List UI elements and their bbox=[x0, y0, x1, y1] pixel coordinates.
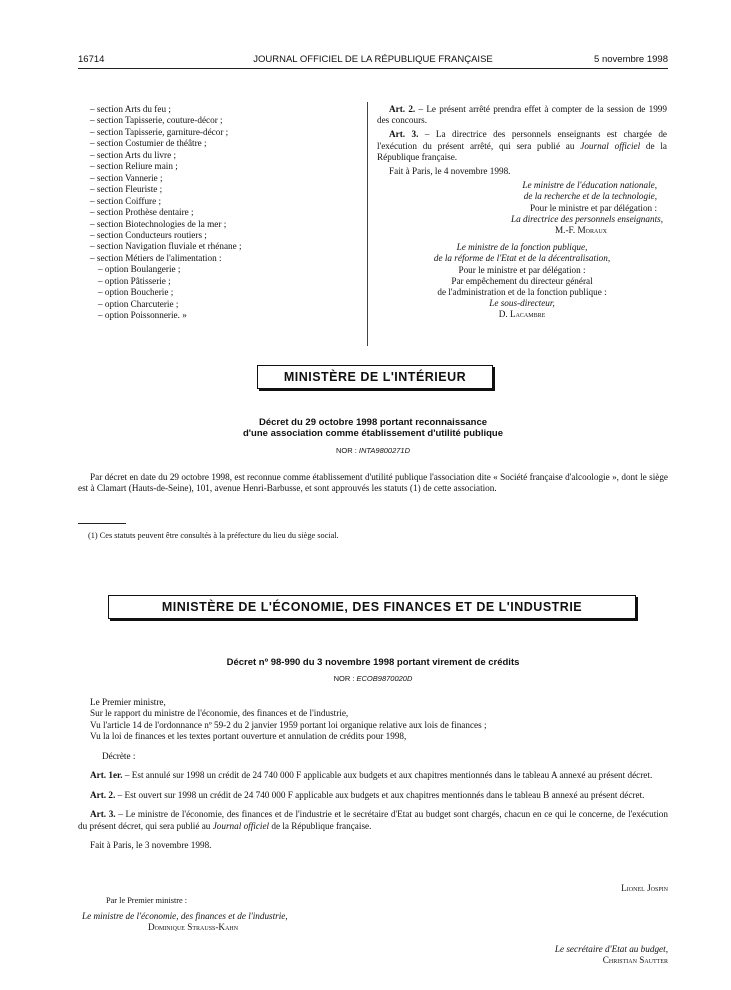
decrete: Décrète : bbox=[102, 750, 136, 761]
minister-title: de la réforme de l'Etat et de la décentralisation, bbox=[433, 253, 611, 264]
page-number: 16714 bbox=[78, 54, 105, 65]
directrice-title: La directrice des personnels enseignants, bbox=[511, 213, 663, 224]
delegation: Pour le ministre et par délégation : bbox=[458, 264, 586, 275]
decree-title: Décret nº 98-990 du 3 novembre 1998 portant virement de crédits bbox=[226, 657, 520, 668]
header-rule bbox=[78, 68, 668, 69]
decree-title: Décret du 29 octobre 1998 portant reconnaissance bbox=[258, 417, 488, 428]
delegation: Pour le ministre et par délégation : bbox=[529, 202, 657, 213]
list-item: – section Arts du feu ; bbox=[90, 104, 171, 114]
signature: D. Lacambre bbox=[498, 309, 546, 320]
list-item: – option Charcuterie ; bbox=[98, 298, 179, 309]
journal-title: JOURNAL OFFICIEL DE LA RÉPUBLIQUE FRANÇAISE bbox=[253, 54, 493, 65]
list-item: – section Vannerie ; bbox=[90, 172, 163, 183]
list-item: – option Pâtisserie ; bbox=[98, 275, 171, 286]
signature: M.-F. Moraux bbox=[555, 225, 607, 236]
signature-pm: Lionel Jospin bbox=[621, 883, 668, 893]
article-3: Art. 3. – La directrice des personnels enseignants est chargée de l'exécution du présent arrêté, qui sera publié au Journal officiel de la République française. bbox=[377, 129, 667, 162]
decree-body: Par décret en date du 29 octobre 1998, est reconnue comme établissement d'utilité publique l'association dite « Société française d'alcoologie », dont le siège est à Clamart (Hauts-de-Seine), 101, avenue Henri-Barbusse, et sont approuvés les statuts (1) de cette association. bbox=[78, 472, 668, 494]
fait-a-paris: Fait à Paris, le 4 novembre 1998. bbox=[389, 166, 511, 177]
visa-line: Vu l'article 14 de l'ordonnance nº 59-2 du 2 janvier 1959 portant loi organique relative aux lois de finances ; bbox=[90, 719, 487, 730]
signature-budget: Christian Sautter bbox=[602, 955, 668, 965]
secretaire-title: Le secrétaire d'Etat au budget, bbox=[554, 944, 668, 954]
list-item: – section Costumier de théâtre ; bbox=[90, 138, 207, 149]
empechement: de l'administration et de la fonction publique : bbox=[437, 287, 607, 298]
list-item: – option Boucherie ; bbox=[98, 287, 174, 298]
list-item: – section Arts du livre ; bbox=[90, 149, 176, 160]
list-item: – section Tapisserie, couture-décor ; bbox=[90, 115, 223, 126]
visa-line: Vu la loi de finances et les textes portant ouverture et annulation de crédits pour 1998, bbox=[90, 731, 407, 742]
visa-line: Le Premier ministre, bbox=[90, 697, 166, 707]
minister-title: Le ministre de la fonction publique, bbox=[456, 242, 588, 253]
minister-title: de la recherche et de la technologie, bbox=[523, 191, 657, 202]
par-premier-ministre: Par le Premier ministre : bbox=[106, 896, 188, 905]
decree-title: d'une association comme établissement d'utilité publique bbox=[242, 428, 503, 439]
fait-a-paris: Fait à Paris, le 3 novembre 1998. bbox=[90, 840, 212, 851]
ministry-interior-heading: MINISTÈRE DE L'INTÉRIEUR bbox=[257, 365, 493, 389]
signature-eco: Dominique Strauss-Kahn bbox=[148, 922, 239, 932]
nor-reference: NOR : INTA9800271D bbox=[335, 446, 411, 455]
column-divider bbox=[367, 102, 368, 346]
empechement: Par empêchement du directeur général bbox=[451, 275, 593, 286]
article-2: Art. 2. – Le présent arrêté prendra effet à compter de la session de 1999 des concours. bbox=[377, 104, 667, 126]
section-list bbox=[90, 104, 360, 322]
issue-date: 5 novembre 1998 bbox=[594, 54, 668, 65]
footnote-rule bbox=[78, 523, 126, 524]
nor-reference: NOR : ECOB9870020D bbox=[333, 674, 413, 683]
minister-title: Le ministre de l'économie, des finances et de l'industrie, bbox=[82, 911, 288, 921]
sous-directeur-title: Le sous-directeur, bbox=[489, 298, 555, 309]
list-item: – section Conducteurs routiers ; bbox=[90, 229, 207, 240]
list-item: – section Coiffure ; bbox=[90, 195, 162, 206]
visa-line: Sur le rapport du ministre de l'économie, des finances et de l'industrie, bbox=[90, 708, 349, 719]
list-item: – section Tapisserie, garniture-décor ; bbox=[90, 126, 229, 137]
article-2: Art. 2. – Est ouvert sur 1998 un crédit de 24 740 000 F applicable aux budgets et aux chapitres mentionnés dans le tableau B annexé au présent décret. bbox=[90, 789, 645, 800]
list-item: – section Navigation fluviale et rhénane ; bbox=[90, 241, 242, 252]
list-item: – option Boulangerie ; bbox=[98, 264, 181, 275]
list-item: – option Poissonnerie. » bbox=[98, 310, 187, 321]
decree-body bbox=[78, 697, 668, 852]
article-3: Art. 3. – Le ministre de l'économie, des finances et de l'industrie et le secrétaire d'Etat au budget sont chargés, chacun en ce qui le concerne, de l'exécution du présent décret, qui sera publié au Journal officiel de la République française. bbox=[78, 809, 668, 831]
list-item: – section Reliure main ; bbox=[90, 161, 178, 172]
minister-title: Le ministre de l'éducation nationale, bbox=[522, 180, 657, 191]
article-1: Art. 1er. – Est annulé sur 1998 un crédit de 24 740 000 F applicable aux budgets et aux chapitres mentionnés dans le tableau A annexé au présent décret. bbox=[90, 770, 653, 781]
list-item: – section Prothèse dentaire ; bbox=[90, 207, 194, 218]
ministry-economy-heading: MINISTÈRE DE L'ÉCONOMIE, DES FINANCES ET DE L'INDUSTRIE bbox=[108, 595, 636, 619]
list-item: – section Fleuriste ; bbox=[90, 184, 163, 195]
arrete-conclusion bbox=[377, 104, 667, 321]
footnote: (1) Ces statuts peuvent être consultés à la préfecture du lieu du siège social. bbox=[88, 531, 339, 540]
list-item: – section Métiers de l'alimentation : bbox=[90, 252, 222, 263]
list-item: – section Biotechnologies de la mer ; bbox=[90, 218, 227, 229]
